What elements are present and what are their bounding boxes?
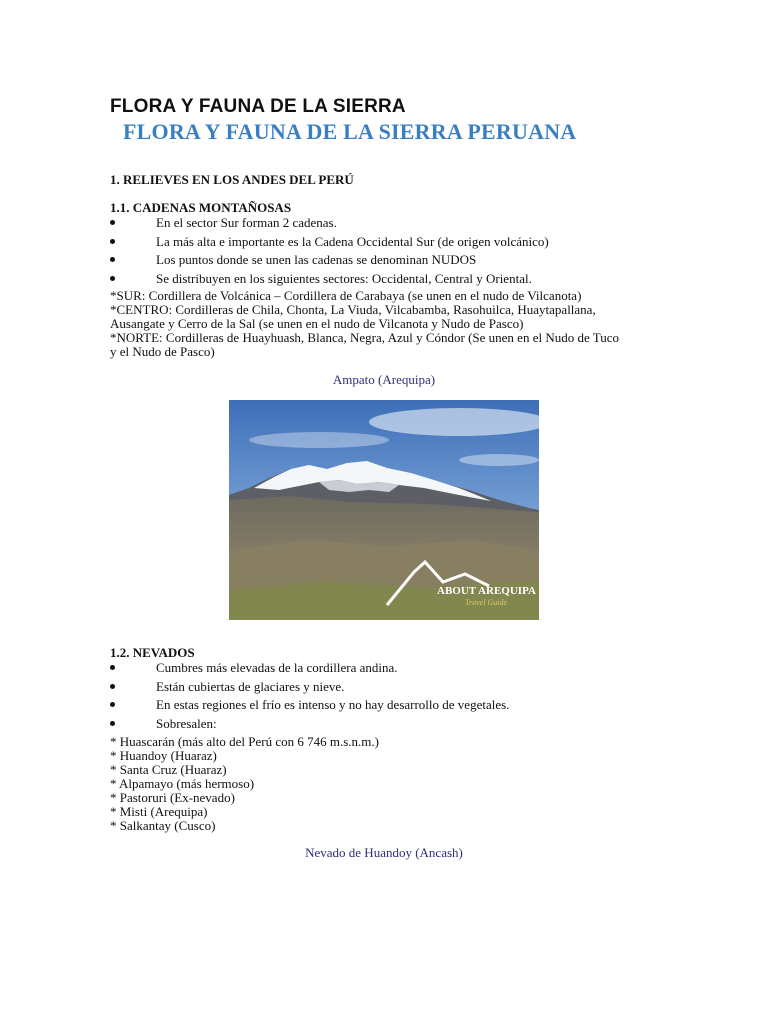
huandoy-caption: Nevado de Huandoy (Ancash) [305,845,463,860]
document-title: FLORA Y FAUNA DE LA SIERRA [110,96,406,117]
norte-line-1: *NORTE: Cordilleras de Huayhuash, Blanca, Negra, Azul y Cóndor (Se unen en el Nudo de Tuco [110,330,620,345]
ampato-caption: Ampato (Arequipa) [332,372,436,387]
subsection-heading-nevados: 1.2. NEVADOS [110,645,195,660]
bullet-icon [110,239,115,244]
nevados-bullet-list [110,661,658,735]
photo-logo-title: ABOUT AREQUIPA [437,585,536,597]
ampato-photo [229,400,539,620]
list-item: * Salkantay (Cusco) [110,818,216,833]
list-item: En el sector Sur forman 2 cadenas. [110,216,658,235]
list-item: * Misti (Arequipa) [110,804,208,819]
centro-line-2: Ausangate y Cerro de la Sal (se unen en el nudo de Vilcanota y Nudo de Pasco) [110,316,524,331]
centro-line-1: *CENTRO: Cordilleras de Chila, Chonta, La Viuda, Vilcabamba, Rasohuilca, Huaytapallana, [110,302,596,317]
list-item: * Huascarán (más alto del Perú con 6 746 m.s.n.m.) [110,734,379,749]
list-item: Sobresalen: [110,717,658,736]
list-item: * Pastoruri (Ex-nevado) [110,790,235,805]
document-subtitle: FLORA Y FAUNA DE LA SIERRA PERUANA [123,119,577,144]
subsection-heading-cadenas: 1.1. CADENAS MONTAÑOSAS [110,200,292,215]
cadenas-bullet-list [110,216,658,290]
bullet-icon [110,684,115,689]
bullet-icon [110,665,115,670]
list-item: Se distribuyen en los siguientes sectores: Occidental, Central y Oriental. [110,272,658,291]
norte-line-2: y el Nudo de Pasco) [110,344,215,359]
list-item: En estas regiones el frío es intenso y no hay desarrollo de vegetales. [110,698,658,717]
photo-logo-subtitle: Travel Guide [465,598,507,607]
section-heading-relieves: 1. RELIEVES EN LOS ANDES DEL PERÚ [110,172,354,187]
list-item: La más alta e importante es la Cadena Occidental Sur (de origen volcánico) [110,235,658,254]
bullet-icon [110,721,115,726]
nevados-list [110,735,658,833]
bullet-icon [110,702,115,707]
list-item: Cumbres más elevadas de la cordillera andina. [110,661,658,680]
mountain-landscape-image [229,400,539,620]
list-item: * Alpamayo (más hermoso) [110,776,255,791]
list-item: Están cubiertas de glaciares y nieve. [110,680,658,699]
bullet-icon [110,220,115,225]
list-item: * Huandoy (Huaraz) [110,748,217,763]
bullet-icon [110,276,115,281]
list-item: Los puntos donde se unen las cadenas se denominan NUDOS [110,253,658,272]
sur-line: *SUR: Cordillera de Volcánica – Cordillera de Carabaya (se unen en el nudo de Vilcanota) [110,288,582,303]
list-item: * Santa Cruz (Huaraz) [110,762,227,777]
bullet-icon [110,257,115,262]
cordilleras-paragraph [110,289,658,359]
